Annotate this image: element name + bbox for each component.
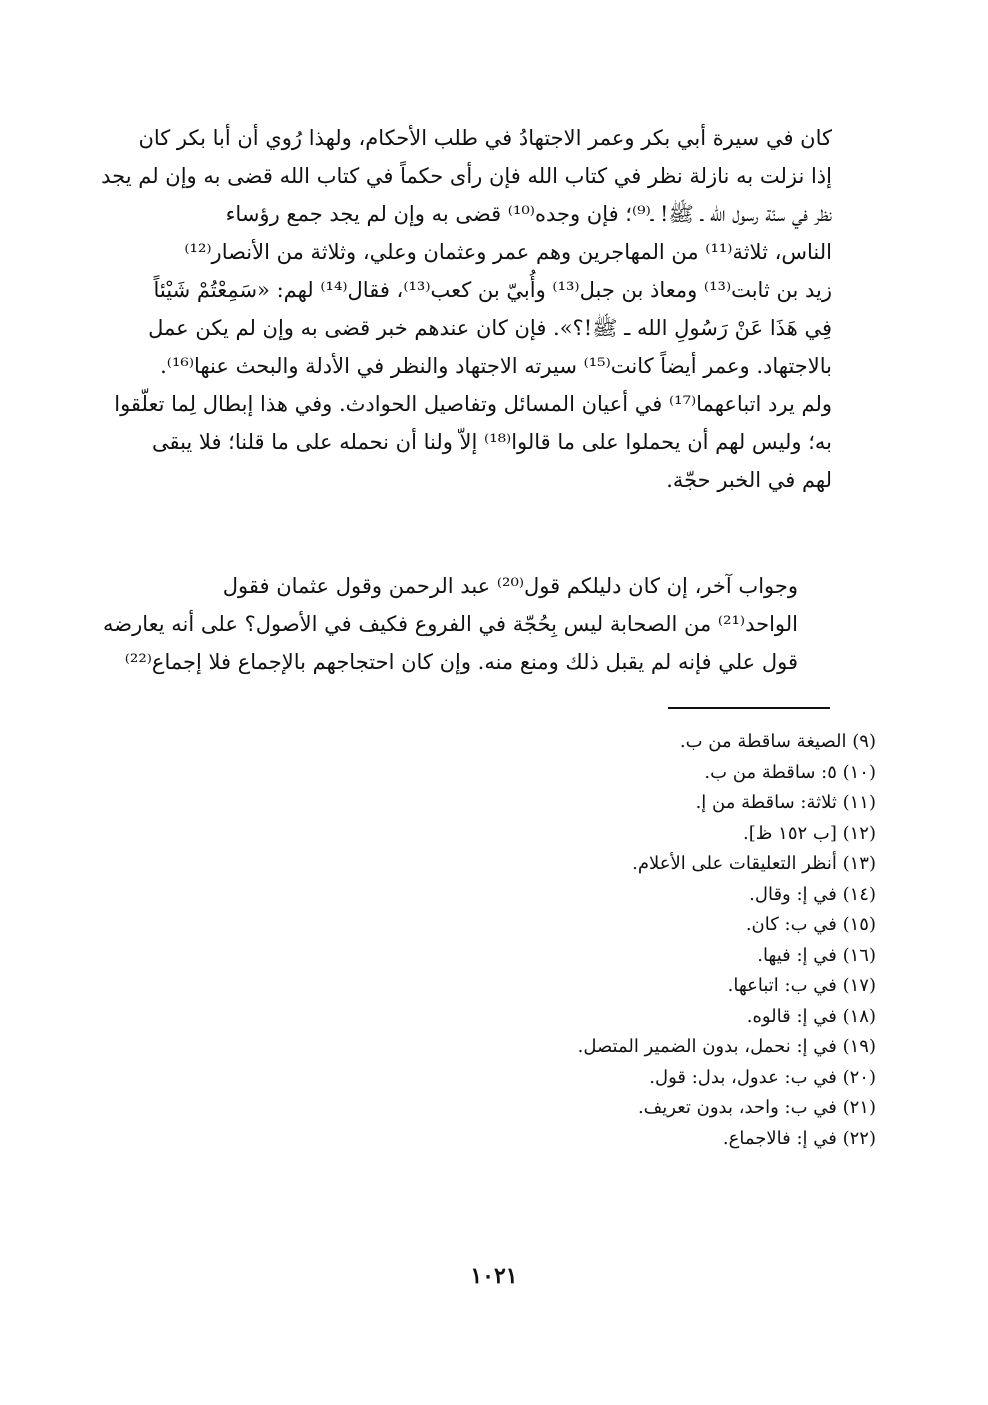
- footnote: (١٩) في إ: نحمل، بدون الضمير المتصل.: [577, 1036, 876, 1057]
- text-line: إذا نزلت به نازلة نظر في كتاب الله فإن رأى حكماً في كتاب الله قضى به وإن لم يجد: [101, 164, 832, 188]
- footnote: (١٥) في ب: كان.: [745, 914, 876, 935]
- footnote: (٩) الصيغة ساقطة من ب.: [679, 731, 876, 752]
- footnote: (١١) ثلاثة: ساقطة من إ.: [695, 792, 876, 813]
- text-line: الواحد⁽²¹⁾ من الصحابة ليس بِحُجّة في الفروع فكيف في الأصول؟ على أنه يعارضه: [103, 612, 798, 636]
- text-line: زيد بن ثابت⁽¹³⁾ ومعاذ بن جبل⁽¹³⁾ وأُبيّ بن كعب⁽¹³⁾، فقال⁽¹⁴⁾ لهم: «سَمِعْتُمْ شَيْئاً: [153, 278, 832, 302]
- text-line: بالاجتهاد. وعمر أيضاً كانت⁽¹⁵⁾ سيرته الاجتهاد والنظر في الأدلة والبحث عنها⁽¹⁶⁾.: [160, 354, 832, 378]
- footnote: (١٠) ٥: ساقطة من ب.: [704, 761, 876, 783]
- text-line: به؛ وليس لهم أن يحملوا على ما قالوا⁽¹⁸⁾ إلاّ ولنا أن نحمله على ما قلنا؛ فلا يبقى: [151, 430, 832, 454]
- text-line: لهم في الخبر حجّة.: [666, 468, 832, 492]
- footnote-divider: [668, 707, 830, 709]
- text-line: ولم يرد اتباعهما⁽¹⁷⁾ في أعيان المسائل وتفاصيل الحوادث. وفي هذا إبطال لِما تعلّقوا: [114, 392, 832, 416]
- footnote: (١٤) في إ: وقال.: [749, 883, 876, 905]
- text-line: نظر في سنّة رسول الله ـ ﷺ! ـ⁽⁹⁾؛ فإن وجده⁽¹⁰⁾ قضى به وإن لم يجد جمع رؤساء: [225, 202, 832, 226]
- text-line: فِي هَذَا عَنْ رَسُولِ الله ـ ﷺ!؟». فإن كان عندهم خبر قضى به وإن لم يكن عمل: [148, 316, 832, 340]
- footnote: (١٦) في إ: فيها.: [757, 944, 876, 966]
- body-paragraph-2: [103, 567, 832, 681]
- footnote: (١٧) في ب: اتباعها.: [727, 975, 876, 996]
- footnote: (٢١) في ب: واحد، بدون تعريف.: [637, 1097, 876, 1118]
- footnote: (١٣) أنظر التعليقات على الأعلام.: [632, 853, 876, 874]
- page-number: ١٠٢١: [470, 1263, 518, 1289]
- text-line: قول علي فإنه لم يقبل ذلك ومنع منه. وإن كان احتجاجهم بالإجماع فلا إجماع⁽²²⁾: [124, 650, 798, 674]
- body-paragraph-1: [101, 119, 832, 499]
- footnote: (١٢) [ب ١٥٢ ظ].: [743, 822, 876, 844]
- text-line: كان في سيرة أبي بكر وعمر الاجتهادُ في طلب الأحكام، ولهذا رُوي أن أبا بكر كان: [138, 126, 832, 150]
- footnote: (٢٢) في إ: فالاجماع.: [722, 1127, 876, 1149]
- footnotes-list: [396, 727, 876, 1154]
- text-line: الناس، ثلاثة⁽¹¹⁾ من المهاجرين وهم عمر وعثمان وعلي، وثلاثة من الأنصار⁽¹²⁾: [184, 240, 832, 264]
- text-line: وجواب آخر، إن كان دليلكم قول⁽²⁰⁾ عبد الرحمن وقول عثمان فقول: [222, 574, 798, 598]
- footnote: (٢٠) في ب: عدول، بدل: قول.: [649, 1066, 876, 1088]
- footnote: (١٨) في إ: قالوه.: [746, 1005, 876, 1027]
